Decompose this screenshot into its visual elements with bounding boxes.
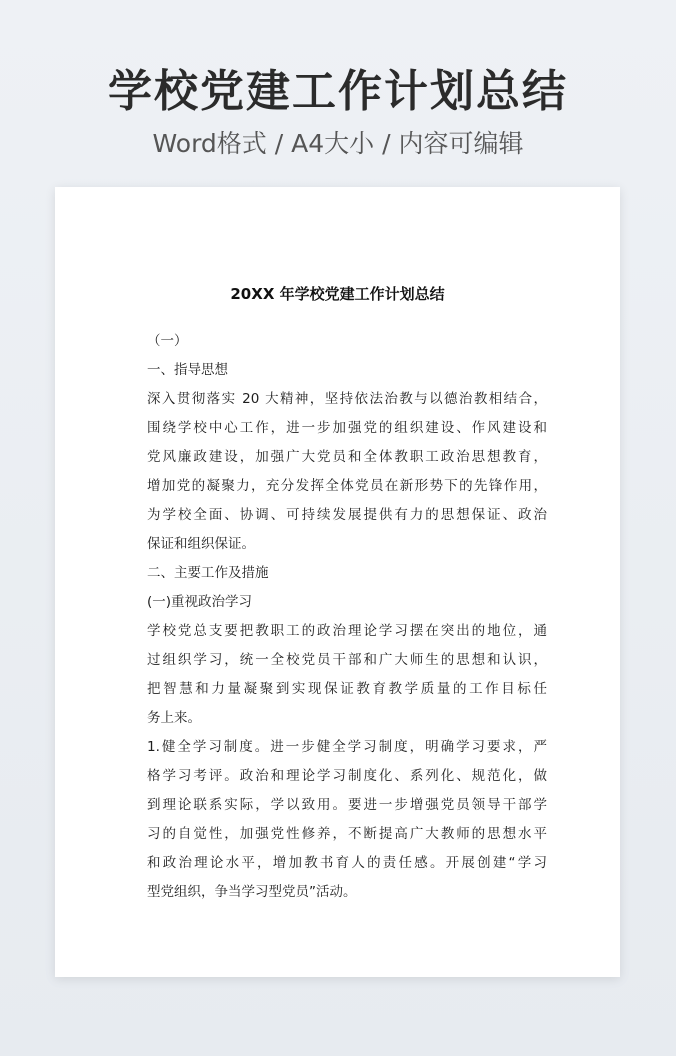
paragraph-line: 和政治理论水平，增加教书育人的责任感。开展创建“学习: [147, 855, 547, 871]
paragraph-line: 深入贯彻落实 20 大精神，坚持依法治教与以德治教相结合，: [147, 391, 547, 407]
paragraph-line: 到理论联系实际，学以致用。要进一步增强党员领导干部学: [147, 797, 547, 813]
document-body: [147, 327, 547, 907]
document-title: 20XX 年学校党建工作计划总结: [230, 285, 445, 303]
paragraph-line: 1.健全学习制度。进一步健全学习制度，明确学习要求，严: [147, 739, 547, 755]
paragraph-line: 围绕学校中心工作，进一步加强党的组织建设、作风建设和: [147, 420, 547, 436]
paragraph-line: 过组织学习，统一全校党员干部和广大师生的思想和认识，: [147, 652, 547, 668]
paragraph-line: 学校党总支要把教职工的政治理论学习摆在突出的地位，通: [147, 623, 547, 639]
section-heading: 一、指导思想: [147, 362, 228, 378]
section-heading: 二、主要工作及措施: [147, 565, 269, 581]
cover-title: 学校党建工作计划总结: [108, 66, 568, 117]
subsection-heading: (一)重视政治学习: [147, 594, 253, 610]
document-page: [55, 187, 620, 977]
paragraph-line: 增加党的凝聚力，充分发挥全体党员在新形势下的先锋作用，: [147, 478, 547, 494]
section-marker: （一）: [147, 333, 188, 349]
paragraph-line: 党风廉政建设，加强广大党员和全体教职工政治思想教育，: [147, 449, 547, 465]
paragraph-line: 习的自觉性，加强党性修养，不断提高广大教师的思想水平: [147, 826, 547, 842]
paragraph-line: 格学习考评。政治和理论学习制度化、系列化、规范化，做: [147, 768, 547, 784]
paragraph-line: 型党组织，争当学习型党员”活动。: [147, 884, 357, 900]
paragraph-line: 为学校全面、协调、可持续发展提供有力的思想保证、政治: [147, 507, 547, 523]
cover-header: [0, 62, 676, 162]
paragraph-line: 把智慧和力量凝聚到实现保证教育教学质量的工作目标任: [147, 681, 547, 697]
paragraph-line: 务上来。: [147, 710, 201, 726]
cover-subtitle: Word格式 / A4大小 / 内容可编辑: [152, 129, 524, 158]
paragraph-line: 保证和组织保证。: [147, 536, 255, 552]
